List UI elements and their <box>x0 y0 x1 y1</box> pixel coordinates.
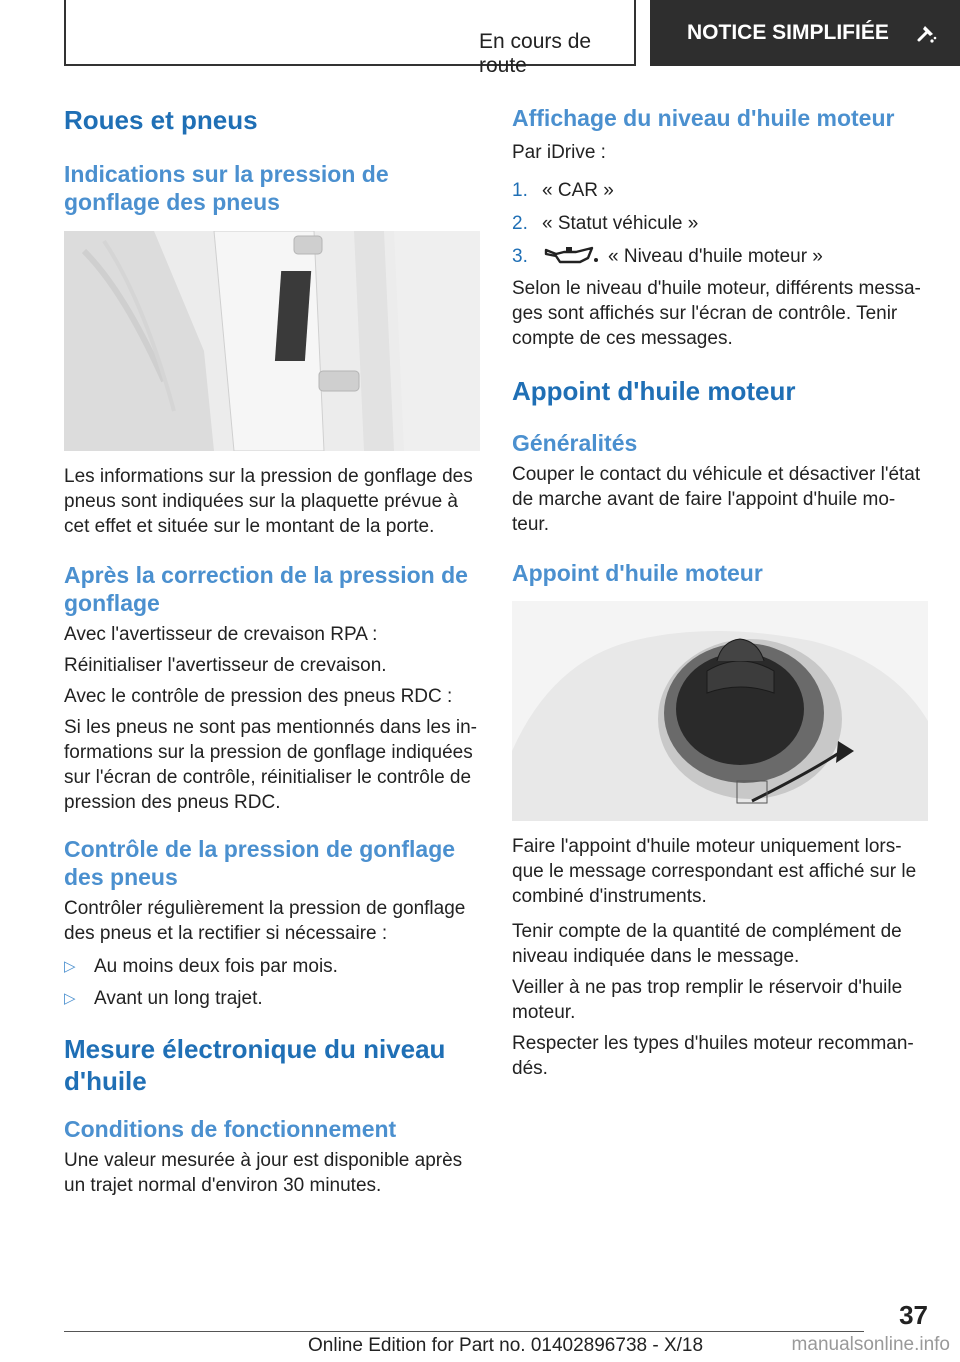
left-column <box>64 100 482 1198</box>
heading-wheels-tires: Roues et pneus <box>64 105 258 135</box>
right-column <box>512 100 928 1081</box>
oil-types-text: Respecter les types d'huiles moteur recomman-dés. <box>512 1033 914 1079</box>
oil-can-icon <box>542 244 600 266</box>
heading-oil-level-display: Affichage du niveau d'huile moteur <box>512 105 895 131</box>
topup-when-text: Faire l'appoint d'huile moteur uniquement lors-que le message correspondant est affiché sur le combiné d'instruments. <box>512 836 917 907</box>
header-section-title: En cours de route <box>479 30 592 77</box>
watermark: manualsonline.info <box>791 1334 950 1355</box>
heading-tire-pressure-info: Indications sur la pression de gonflage des pneus <box>64 161 389 215</box>
heading-operating-conditions: Conditions de fonctionnement <box>64 1116 397 1142</box>
no-overfill-text: Veiller à ne pas trop remplir le réservoir d'huile moteur. <box>512 977 903 1023</box>
heading-oil-topup: Appoint d'huile moteur <box>512 376 796 406</box>
oil-filler-cap-image <box>512 601 928 821</box>
header-section-box <box>64 0 636 77</box>
list-item: 3. « Niveau d'huile moteur » <box>512 246 823 267</box>
rpa-condition-text: Avec l'avertisseur de crevaison RPA : <box>64 624 378 645</box>
header-separator <box>634 0 636 64</box>
header-tab[interactable] <box>650 0 960 66</box>
heading-oil-topup-sub: Appoint d'huile moteur <box>512 560 763 586</box>
triangle-bullet-icon: ▷ <box>64 958 76 975</box>
rpa-reset-text: Réinitialiser l'avertisseur de crevaison. <box>64 655 387 676</box>
list-item: 2. « Statut véhicule » <box>512 213 699 234</box>
footer-rule <box>64 1331 864 1332</box>
generalities-text: Couper le contact du véhicule et désactiver l'état de marche avant de faire l'appoint d'huile mo-teur. <box>512 464 921 535</box>
idrive-intro-text: Par iDrive : <box>512 142 606 163</box>
rdc-reset-text: Si les pneus ne sont pas mentionnés dans les in-formations sur la pression de gonflage indiquées sur l'écran de contrôle, réinitialiser le contrôle de pression des pneus RDC. <box>64 717 477 813</box>
operating-conditions-text: Une valeur mesurée à jour est disponible après un trajet normal d'environ 30 minutes. <box>64 1150 463 1196</box>
rdc-condition-text: Avec le contrôle de pression des pneus RDC : <box>64 686 453 707</box>
oil-level-messages-text: Selon le niveau d'huile moteur, différents messa-ges sont affichés sur l'écran de contrôle. Tenir compte de ces messages. <box>512 278 921 349</box>
heading-pressure-check: Contrôle de la pression de gonflage des pneus <box>64 836 456 890</box>
header-tab-label: NOTICE SIMPLIFIÉE <box>687 21 889 44</box>
idrive-steps <box>512 178 928 269</box>
pressure-check-list <box>64 954 482 1011</box>
triangle-bullet-icon: ▷ <box>64 990 76 1007</box>
footer-edition: Online Edition for Part no. 01402896738 - X/18 <box>308 1335 704 1356</box>
list-item: ▷ Avant un long trajet. <box>64 988 263 1009</box>
page-number: 37 <box>899 1300 928 1330</box>
pressure-check-text: Contrôler régulièrement la pression de gonflage des pneus et la rectifier si nécessaire : <box>64 898 466 944</box>
list-item: 1. « CAR » <box>512 180 614 201</box>
quick-reference-icon <box>915 22 937 44</box>
door-pillar-image <box>64 231 480 451</box>
topup-quantity-text: Tenir compte de la quantité de complément de niveau indiquée dans le message. <box>512 921 902 967</box>
heading-electronic-oil-measurement: Mesure électronique du niveau d'huile <box>64 1034 446 1096</box>
list-item: ▷ Au moins deux fois par mois. <box>64 956 338 977</box>
heading-generalities: Généralités <box>512 430 638 456</box>
tire-pressure-info-text: Les informations sur la pression de gonflage des pneus sont indiquées sur la plaquette prévue à cet effet et située sur le montant de la porte. <box>64 466 473 537</box>
heading-after-pressure-correction: Après la correction de la pression de gonflage <box>64 562 468 616</box>
